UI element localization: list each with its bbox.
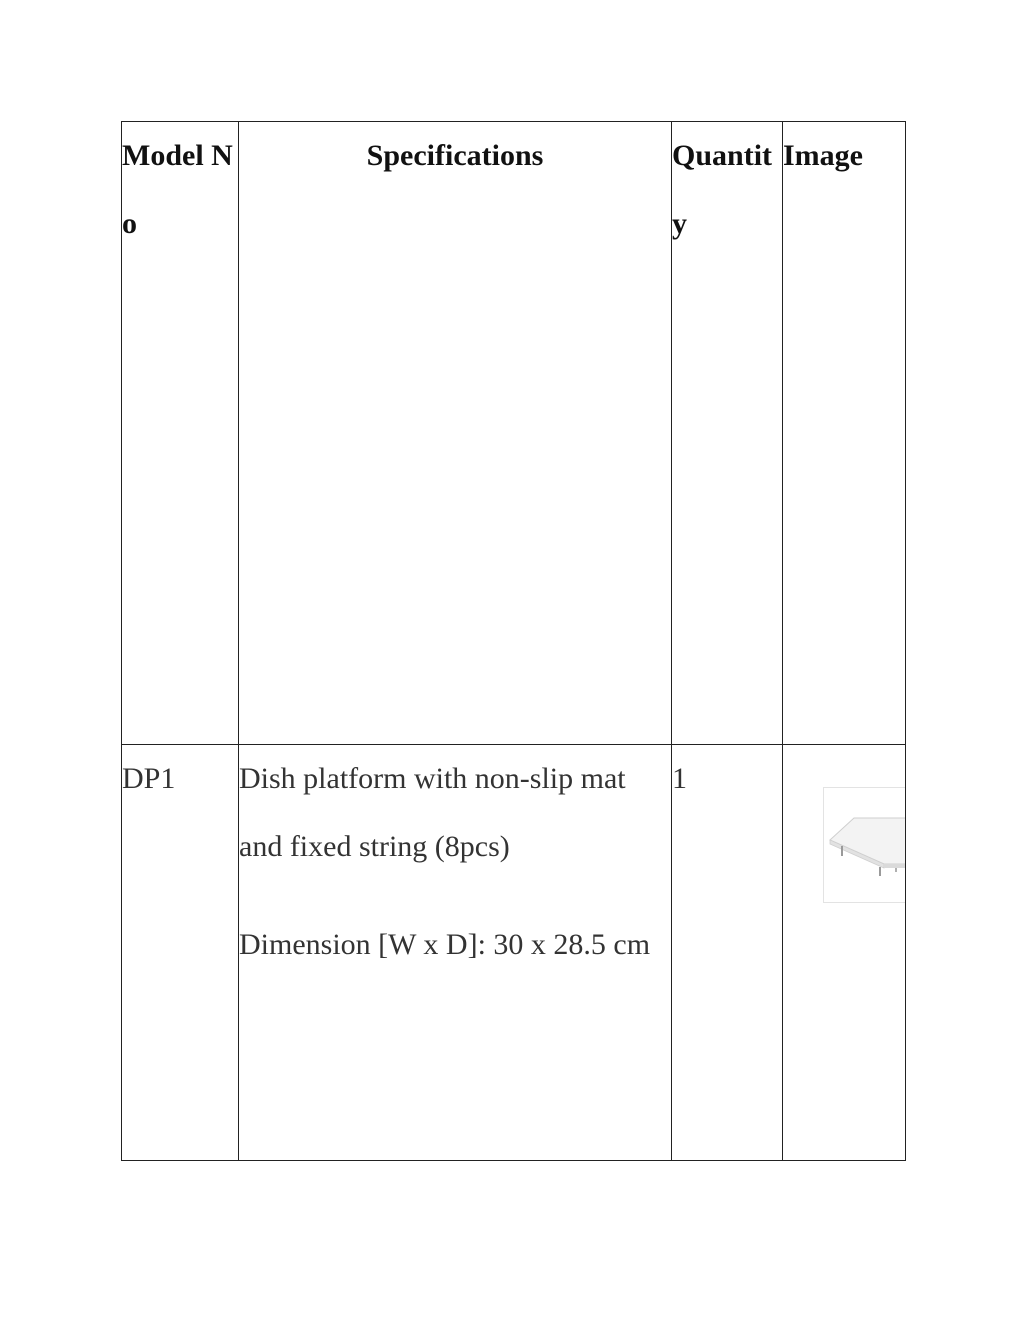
spec-dimension: Dimension [W x D]: 30 x 28.5 cm bbox=[239, 928, 651, 961]
quantity-cell: 1 bbox=[672, 745, 783, 1161]
header-quantity: Quantity bbox=[672, 122, 783, 745]
header-model-no: Model No bbox=[122, 122, 239, 745]
specifications-cell bbox=[239, 745, 672, 1161]
spec-description: Dish platform with non-slip mat and fixed string (8pcs) bbox=[239, 762, 626, 863]
header-specifications: Specifications bbox=[239, 122, 672, 745]
table-row bbox=[122, 745, 906, 1161]
spec-table bbox=[121, 121, 906, 1161]
image-cell bbox=[783, 745, 906, 1161]
header-row bbox=[122, 122, 906, 745]
dish-platform-thumbnail-icon bbox=[823, 787, 906, 903]
model-no-cell: DP1 bbox=[122, 745, 239, 1161]
header-image: Image bbox=[783, 122, 906, 745]
